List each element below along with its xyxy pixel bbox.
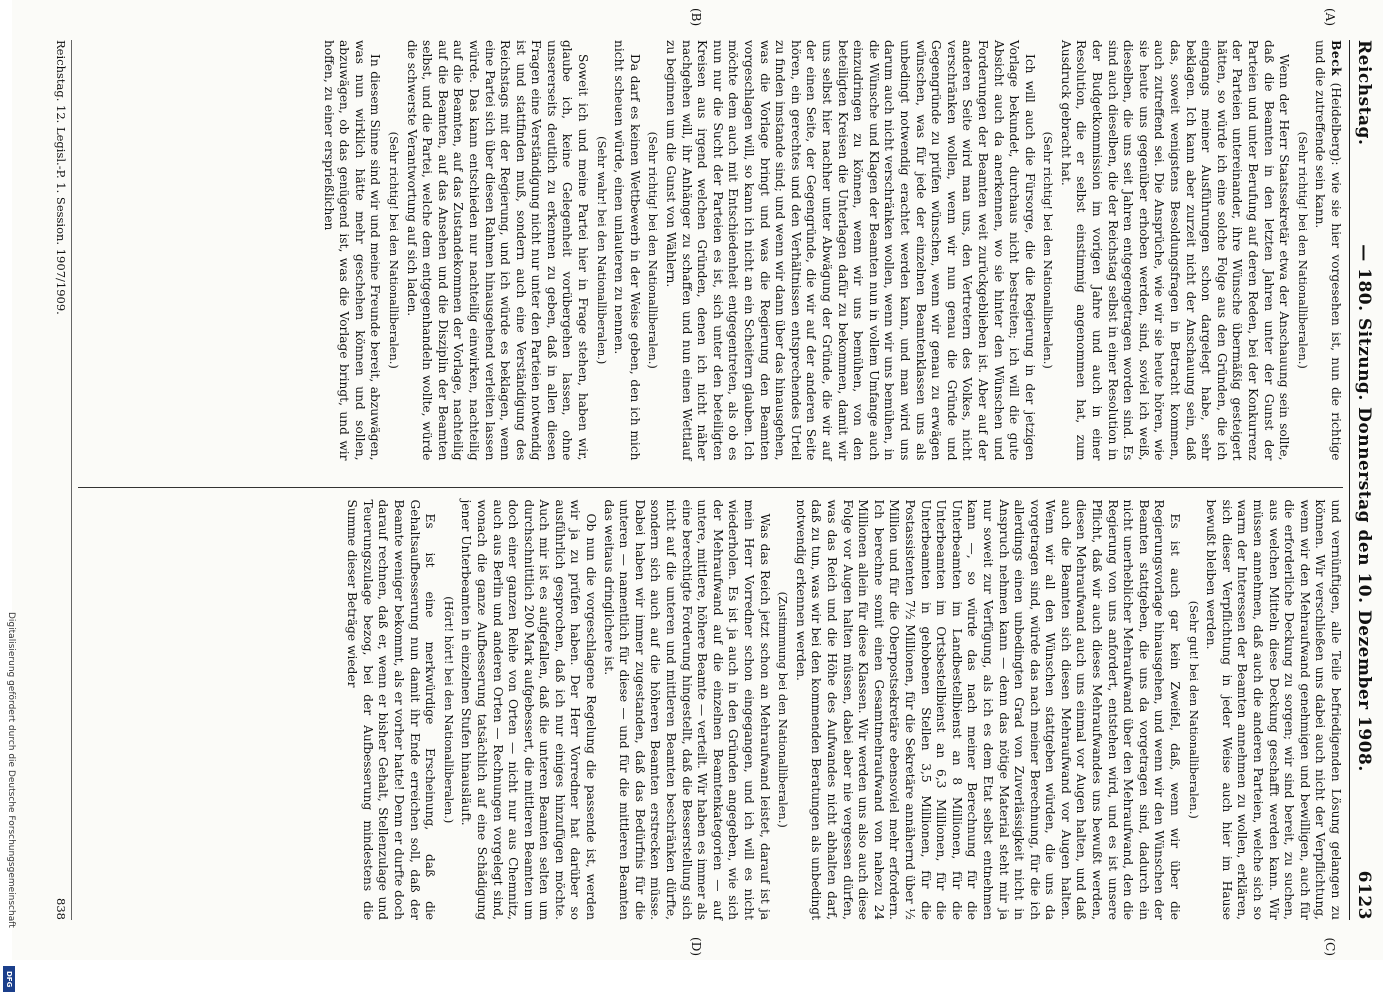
interjection: (Sehr gut! bei den Nationalliberalen.) — [1186, 600, 1201, 819]
digitization-credit — [2, 612, 16, 992]
paragraph: Ob nun die vorgeschlagene Regelung die passende ist, werden wir ja zu prüfen haben. Der Herr Vorredner hat darüber so ausführlich gesprochen, daß ich nur einiges hinzufügen möchte. Auch mir ist es aufgefallen, daß die unteren Beamten selten um durchschnittlich 200 Mark aufgebessert, die mittleren Beamten um doch einer ganzen Reihe von Orten — nicht nur aus Chemnitz, auch aus Berlin und anderen Orten — Rechnungen vorgelegt sind, wonach die ganze Aufbesserung tatsächlich auf eine Schädigung jener Unterbeamten in einzelnen Stufen hinausläuft. — [459, 499, 599, 920]
credit-text: Digitalisierung gefördert durch die Deutsche Forschungsgemeinschaft — [6, 612, 16, 928]
interjection: (Sehr wahr! bei den Nationalliberalen.) — [594, 136, 609, 365]
page-number: 6123 — [1354, 870, 1374, 920]
margin-marker-b: (B) — [689, 8, 703, 27]
interjection: (Sehr richtig! bei den Nationalliberalen.) — [1041, 131, 1056, 369]
header-left: Reichstag. — [1354, 40, 1374, 146]
paragraph: Soweit ich und meine Partei hier in Frage stehen, haben wir, glaube ich, keine Gelegenheit vorübergehen lassen, ohne unsererseits deutlich zu erkennen zu geben, daß in allen diesen Fragen eine Verständigung nicht nur unter den Parteien notwendig ist und stattfinden muß, sondern auch eine Verständigung des Reichstags mit der Regierung, und ich würde es beklagen, wenn eine Partei sich über diesen Rahmen hinausgehend verleiten lassen würde. Das kann entschieden nur nachteilig einwirken, nachteilig auf die Beamten, auf das Zustandekommen der Vorlage, nachteilig auf die Beamten, auf das Ansehen und die Disziplin der Beamten selbst, und die Partei, welche dem entgegenhandeln wollte, würde die schwerste Verantwortung auf sich laden. — [404, 40, 591, 461]
paragraph: In diesem Sinne sind wir und meine Freunde bereit, abzuwägen, was nun wirklich hätte mehr geschehen können und sollen, abzuwägen, ob das genügend ist, was die Vorlage bringt, und wir hoffen, zu einer ersprießlichen — [321, 40, 383, 461]
paragraph: Wenn der Herr Staatssekretär etwa der Anschauung sein sollte, daß die Beamten in den letzten Jahren unter der Gunst der Parteien und unter Berufung auf deren Reden, bei der Konkurrenz der Parteien untereinander, ihre Wünsche übermäßig gesteigert hätten, so würde ich eine solche Folge aus den Gründen, die ich eingangs meiner Ausführungen schon dargelegt habe, sehr beklagen. Ich kann aber zurzeit nicht der Anschauung sein, daß das, soweit wenigstens Besoldungsfragen in Betracht kommen, auch zutreffend sei. Die Ansprüche, wie wir sie heute hören, wie sie heute uns gegenüber erhoben werden, sind, soviel ich weiß, dieselben, die uns seit Jahren entgegengetragen worden sind. Es sind auch dieselben, die der Reichstag selbst in einer Resolution in der Budgetkommission im vorigen Jahre und auch in einer Resolution, die er selbst einstimmig angenommen hat, zum Ausdruck gebracht hat. — [1058, 40, 1292, 461]
header-title: — 180. Sitzung. Donnerstag den 10. Dezember 1908. — [1354, 244, 1374, 772]
margin-marker-c: (C) — [1323, 937, 1337, 956]
margin-marker-d: (D) — [689, 937, 703, 956]
interjection: (Zustimmung bei den Nationalliberalen.) — [776, 591, 791, 828]
paragraph: und vernünftigen, alle Teile befriedigenden Lösung gelangen zu können. Wir verschließen uns dabei auch nicht der Verpflichtung, wenn wir den Mehraufwand genehmigen und bewilligen, auch für die erforderliche Deckung zu sorgen; wir sind bereit, zu suchen, aus welchen Mitteln diese Deckung geschafft werden kann. Wir müssen annehmen, daß auch die anderen Parteien, welche sich so warm der Interessen der Beamten annehmen zu wollen, erklären, sich dieser Verpflichtung in jeder Weise auch hier im Hause bewußt bleiben werden. — [1204, 499, 1343, 920]
paragraph: Beck (Heidelberg): wie sie hier vorgesehen ist, nun die richtige und die zutreffende sein kann. — [1313, 40, 1343, 461]
left-column — [78, 8, 1343, 461]
speaker-suffix: (Heidelberg): — [1329, 82, 1343, 166]
footer-source: Reichstag. 12. Legisl.-P. 1. Session. 1907/1909. — [54, 40, 68, 315]
page-footer — [54, 40, 72, 920]
right-column — [78, 487, 1343, 956]
document-page — [12, 0, 1383, 960]
interjection: (Sehr richtig! bei den Nationalliberalen.) — [646, 131, 661, 369]
interjection: (Hört! hört! bei den Nationalliberalen.) — [441, 596, 456, 824]
paragraph: Es ist auch gar kein Zweifel, daß, wenn wir über die Regierungsvorlage hinausgehen, und wenn wir den Wünschen der Beamten stattgeben, die uns da vorgetragen sind, dadurch ein nicht unerheblicher Mehraufwand über den Mehraufwand, den die Regierung von uns anfordert, entstehen wird, und es ist unsere Pflicht, daß wir auch dieses Mehraufwandes uns bewußt werden, diesen Mehraufwand auch uns einmal vor Augen halten, und daß auch die Beamten sich diesen Mehraufwand vor Augen halten. Wenn wir all den Wünschen stattgeben würden, die uns da vorgetragen sind, würde das nach meiner Berechnung, für die ich allerdings einen unbedingten Grad von Zuverlässigkeit nicht in Anspruch nehmen kann — denn das nötige Material steht mir ja nur soweit zur Verfügung, als ich es dem Etat selbst entnehmen kann —, so würde das nach meiner Berechnung für die Unterbeamten im Landbestellbienst an 8 Millionen, für die Unterbeamten im Ortsbestellbienst an 6,3 Millionen, für die Unterbeamten in gehobenen Stellen 3,5 Millionen, für die Postassistenten 7½ Millionen, für die Sekretäre annähernd über ½ Million und für die Oberpostsekretäre ebensoviel mehr erfordern. Ich berechne somit einen Gesamtmehraufwand von nahezu 24 Millionen allein für diese Klassen. Wir werden uns also auch diese Folge vor Augen halten müssen, dabei aber nie vergessen dürfen, was das Reich und die Höhe des Aufwandes nicht abhalten darf, daß zu tun, was wir bei den kommenden Beratungen als unbedingt notwendig erkennen werden. — [793, 499, 1183, 920]
speaker-name: Beck — [1329, 40, 1343, 77]
paragraph: Es ist eine merkwürdige Erscheinung, daß die Gehaltsaufbesserung nun damit ihr Ende erreichen soll, daß der Beamte weniger bekommt, als er vorher hatte! Denn er durfte doch darauf rechnen, daß er, wenn er bisher Gehalt, Stellenzulage und Teuerungszulage bezog, bei der Aufbesserung mindestens die Summe dieser Beträge wieder — [345, 499, 438, 920]
interjection: (Sehr richtig! bei den Nationalliberalen.) — [1295, 131, 1310, 369]
page-header — [1349, 40, 1374, 920]
footer-page-number: 838 — [54, 898, 68, 920]
paragraph: Da darf es keinen Wettbewerb in der Weise geben, den ich mich nicht scheuen würde, einen unlauteren zu nennen. — [612, 40, 642, 461]
interjection: (Sehr richtig! bei den Nationalliberalen.) — [386, 131, 401, 369]
paragraph: Was das Reich jetzt schon an Mehraufwand leistet, darauf ist ja mein Herr Vorredner schon eingegangen, und ich will es nicht wiederholen. Es ist ja auch in den Gründen angegeben, wie sich der Mehraufwand auf die einzelnen Beamtenkategorien — auf untere, mittlere, höhere Beamte — verteilt. Wir haben es immer als eine berechtigte Forderung hingestellt, daß die Besserstellung sich nicht auf die unteren und mittleren Beamten beschränken dürfte, sondern sich auch auf die höheren Beamten erstrecken müsse. Dabei haben wir immer zugestanden, daß das Bedürfnis für die unteren — namentlich für diese — und für die mittleren Beamten das weitaus dringlichere ist. — [601, 499, 772, 920]
margin-marker-a: (A) — [1323, 8, 1337, 27]
paragraph: Ich will auch die Fürsorge, die die Regierung in der jetzigen Vorlage bekundet, durchaus nicht bestreiten; ich will die gute Absicht auch da anerkennen, wo sie hinter den Wünschen und Forderungen der Beamten weit zurückgeblieben ist. Aber auf der anderen Seite wird man uns, den Vertretern des Volkes, nicht verschränken wollen, wenn wir nun genau die Gründe und Gegengründe zu prüfen wünschen, wenn wir genau zu erwägen wünschen, was für jede der einzelnen Beamtenklassen uns als unbedingt notwendig erachtet werden kann, und man wird uns darum auch nicht verschränken wollen, wenn wir uns bemühen, in die Wünsche und Klagen der Beamten nun in vollem Umfange auch einzudringen zu können, wenn wir uns bemühen, von den beteiligten Kreisen die Unterlagen dafür zu bekommen, damit wir uns selbst hier nachher unter Abwägung der Gründe, die wir auf der einen Seite, der Gegengründe, die wir auf der anderen Seite hören, ein gerechtes und den Verhältnissen entsprechendes Urteil zu finden imstande sind; und wenn wir dann über das hinausgehen, was die Vorlage bringt und was die Regierung den Beamten vorgeschlagen will, so kann ich nicht an ein Scheitern glauben. Ich möchte dem auch mit Entschiedenheit entgegentreten, als ob es nun nur die Sucht der Parteien es ist, sich unter den beteiligten Kreisen aus irgend welchen Gründen, denen ich nicht näher nachgehen will, ihr Anhänger zu schaffen und nun einen Wettlauf zu beginnen um die Gunst von Wählern. — [664, 40, 1037, 461]
dfg-logo: DFG — [3, 966, 15, 992]
